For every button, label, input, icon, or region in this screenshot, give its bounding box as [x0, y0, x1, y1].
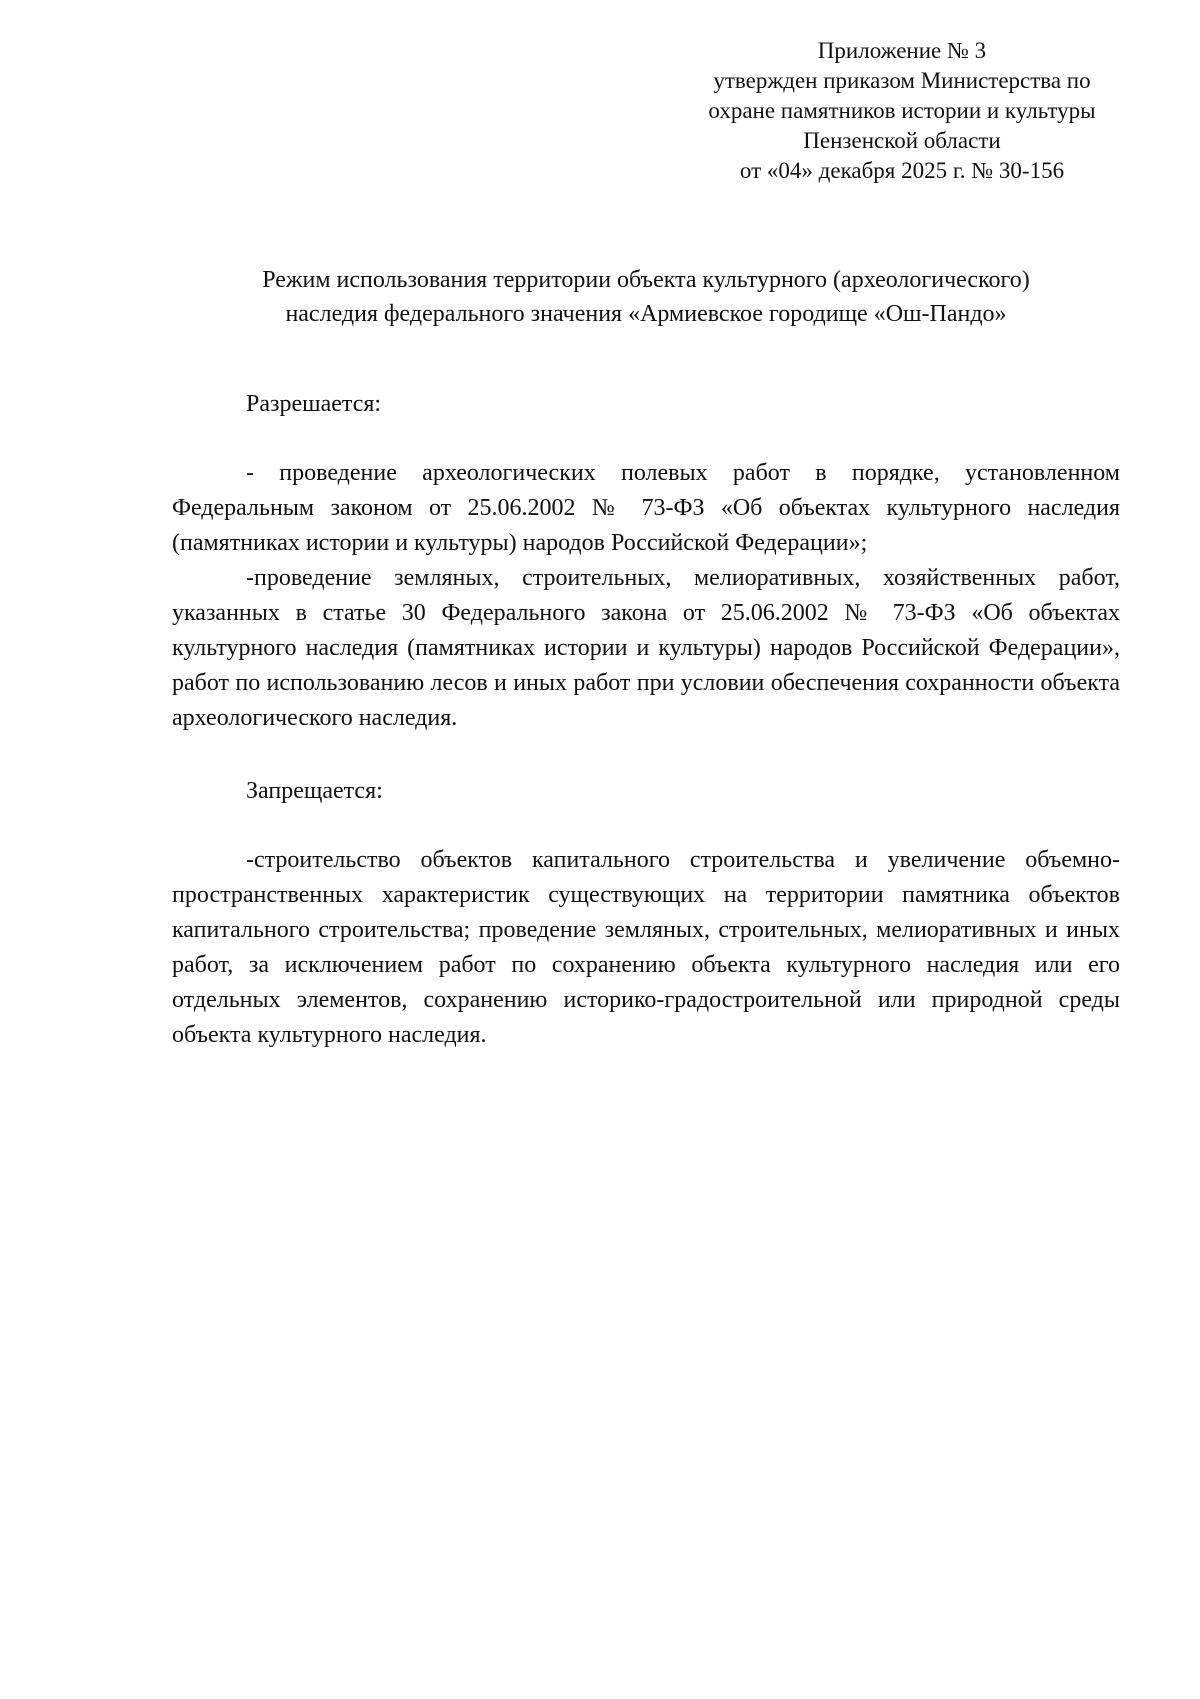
appendix-ministry-line: охране памятников истории и культуры [708, 98, 1096, 123]
document-title [172, 263, 1120, 331]
allowed-item-1: - проведение археологических полевых работ в порядке, установленном Федеральным законом от 25.06.2002 № 73-ФЗ «Об объектах культурного наследия (памятниках истории и культуры) народов Российской Федерации»; [172, 460, 1120, 556]
allowed-section [172, 456, 1120, 736]
title-line-2: наследия федерального значения «Армиевское городище «Ош-Пандо» [285, 301, 1007, 327]
appendix-header [672, 36, 1132, 186]
appendix-number: Приложение № 3 [817, 38, 987, 63]
appendix-date-line: от «04» декабря 2025 г. № 30-156 [739, 158, 1065, 183]
prohibited-heading: Запрещается: [246, 778, 383, 804]
appendix-region-line: Пензенской области [803, 128, 1001, 153]
allowed-item-2: -проведение земляных, строительных, мелиоративных, хозяйственных работ, указанных в статье 30 Федерального закона от 25.06.2002 № 73-ФЗ «Об объектах культурного наследия (памятниках истории и культуры) народов Российской Федерации», работ по использованию лесов и иных работ при условии обеспечения сохранности объекта археологического наследия. [172, 565, 1120, 731]
prohibited-item-1: -строительство объектов капитального строительства и увеличение объемно-пространственных характеристик существующих на территории памятника объектов капитального строительства; проведение земляных, строительных, мелиоративных и иных работ, за исключением работ по сохранению объекта культурного наследия или его отдельных элементов, сохранению историко-градостроительной или природной среды объекта культурного наследия. [172, 847, 1120, 1048]
appendix-approval-line: утвержден приказом Министерства по [713, 68, 1091, 93]
allowed-heading: Разрешается: [246, 391, 382, 417]
title-line-1: Режим использования территории объекта культурного (археологического) [262, 267, 1030, 293]
prohibited-section [172, 843, 1120, 1053]
